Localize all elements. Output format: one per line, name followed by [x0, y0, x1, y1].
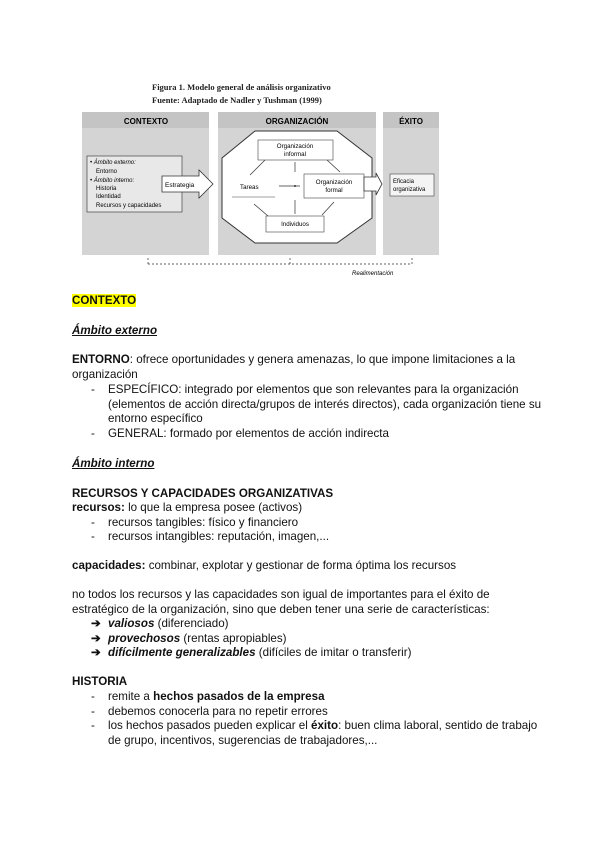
contexto-title: CONTEXTO — [72, 294, 137, 307]
individuos-label: Individuos — [281, 221, 309, 228]
organizacion-header: ORGANIZACIÓN — [265, 117, 329, 126]
valiosos-line: valiosos (diferenciado) — [108, 617, 229, 630]
contexto-line-6: Recursos y capacidades — [96, 203, 162, 209]
contexto-line-1: • Ámbito externo: — [90, 160, 136, 166]
entorno-paragraph — [72, 352, 515, 368]
especifico-line2: (elementos de acción directa/grupos de interés directos), cada organización tiene su — [108, 398, 542, 411]
intangibles-line: recursos intangibles: reputación, imagen,... — [108, 530, 330, 543]
figure-source: Fuente: Adaptado de Nadler y Tushman (1999) — [152, 95, 322, 105]
tareas-label: Tareas — [240, 184, 259, 191]
contexto-line-5: Identidad — [96, 194, 121, 200]
org-informal-line1: Organización — [276, 143, 314, 150]
recursos-title: RECURSOS Y CAPACIDADES ORGANIZATIVAS — [72, 487, 334, 500]
estrategia-label: Estrategia — [165, 182, 195, 189]
hechos-line2: de grupo, incentivos, sugerencias de trabajadores,... — [108, 734, 378, 747]
org-formal-line2: formal — [325, 187, 343, 194]
notodos-line1: no todos los recursos y las capacidades son igual de importantes para el éxito de — [72, 588, 490, 601]
entorno-text-2: organización — [72, 368, 138, 381]
remite-line: remite a hechos pasados de la empresa — [108, 690, 325, 703]
arrow-icon: ➔ — [91, 632, 101, 645]
entorno-label: ENTORNO — [72, 353, 130, 366]
contexto-line-2: Entorno — [96, 169, 118, 175]
historia-title: HISTORIA — [72, 675, 128, 688]
general-line: GENERAL: formado por elementos de acción indirecta — [108, 427, 389, 440]
entorno-text: : ofrece oportunidades y genera amenazas, lo que impone limitaciones a la — [129, 353, 516, 366]
figure-caption: Figura 1. Modelo general de análisis organizativo — [152, 82, 331, 92]
realimentacion-label: Realimentación — [352, 271, 394, 277]
debemos-line: debemos conocerla para no repetir errores — [108, 705, 328, 718]
tangibles-line: recursos tangibles: físico y financiero — [108, 516, 299, 529]
hechos-line1: los hechos pasados pueden explicar el éxito: buen clima laboral, sentido de trabajo — [108, 719, 538, 732]
exito-header: ÉXITO — [399, 117, 423, 126]
ambito-interno-heading: Ámbito interno — [72, 457, 155, 470]
org-model-diagram — [82, 112, 442, 282]
contexto-line-4: Historia — [96, 186, 117, 192]
contexto-line-3: • Ámbito interno: — [90, 178, 135, 184]
capacidades-definition: capacidades: combinar, explotar y gestionar de forma óptima los recursos — [72, 559, 457, 572]
dificilmente-line: difícilmente generalizables (difíciles de imitar o transferir) — [108, 646, 412, 659]
recursos-definition: recursos: lo que la empresa posee (activos) — [72, 501, 303, 514]
eficacia-line2: organizativa — [393, 187, 426, 193]
arrow-icon: ➔ — [91, 646, 101, 659]
org-informal-line2: informal — [283, 151, 307, 158]
ambito-externo-heading: Ámbito externo — [72, 324, 158, 337]
notodos-line2: estratégico de la organización, sino que deben tener una serie de características: — [72, 603, 490, 616]
provechosos-line: provechosos (rentas apropiables) — [108, 632, 287, 645]
eficacia-line1: Eficacia — [393, 179, 415, 185]
org-formal-line1: Organización — [315, 179, 353, 186]
contexto-header: CONTEXTO — [123, 117, 169, 126]
especifico-line1: ESPECÍFICO: integrado por elementos que son relevantes para la organización — [108, 383, 519, 396]
especifico-line3: entorno específico — [108, 412, 203, 425]
arrow-icon: ➔ — [91, 617, 101, 630]
